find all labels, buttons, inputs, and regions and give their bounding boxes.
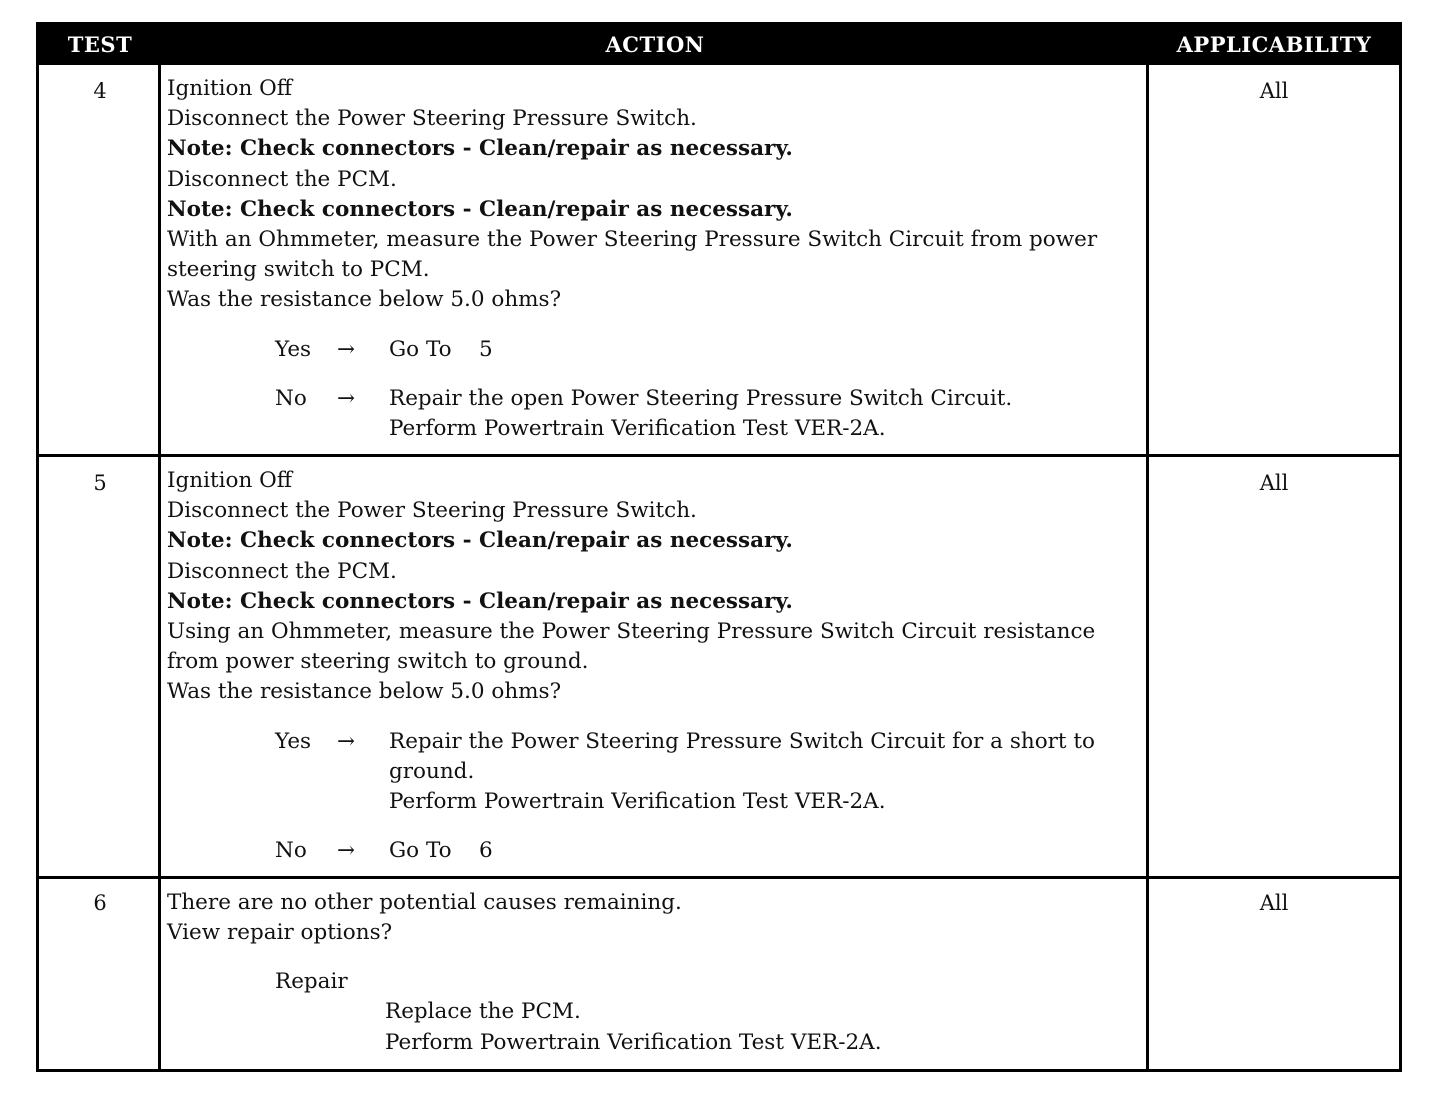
test-number: 5 — [93, 471, 107, 495]
action-note: Note: Check connectors - Clean/repair as necessary. — [167, 196, 793, 222]
no-label: No — [275, 385, 307, 411]
header-applicability: APPLICABILITY — [1176, 32, 1372, 57]
yes-result-line: Repair the Power Steering Pressure Switch Circuit for a short to — [389, 728, 1095, 754]
action-cell — [167, 74, 1147, 444]
header-action: ACTION — [605, 32, 705, 57]
diagnostic-test-table — [36, 22, 1402, 1072]
arrow-icon: → — [337, 838, 356, 864]
table-header — [39, 25, 1399, 65]
action-cell — [167, 466, 1147, 866]
action-line: With an Ohmmeter, measure the Power Steering Pressure Switch Circuit from power — [167, 227, 1098, 253]
action-question: View repair options? — [167, 920, 393, 946]
arrow-icon: → — [337, 336, 356, 362]
action-line: Disconnect the PCM. — [167, 558, 397, 584]
repair-line: Replace the PCM. — [385, 999, 581, 1025]
action-line: Disconnect the Power Steering Pressure Switch. — [167, 106, 697, 132]
action-line: from power steering switch to ground. — [167, 649, 589, 675]
action-cell — [167, 888, 1147, 1058]
table-row-test-5 — [39, 457, 1399, 876]
action-note: Note: Check connectors - Clean/repair as necessary. — [167, 136, 793, 162]
table-row-test-6 — [39, 879, 1399, 1069]
applicability-value: All — [1259, 891, 1289, 915]
action-question: Was the resistance below 5.0 ohms? — [167, 679, 562, 705]
yes-result-line: ground. — [389, 758, 475, 784]
applicability-value: All — [1259, 79, 1289, 103]
action-question: Was the resistance below 5.0 ohms? — [167, 287, 562, 313]
yes-result-line: Perform Powertrain Verification Test VER-2A. — [389, 788, 886, 814]
goto-text: Go To — [389, 838, 452, 864]
action-line: There are no other potential causes remaining. — [167, 890, 682, 915]
header-test: TEST — [67, 32, 133, 57]
yes-option — [167, 727, 1147, 757]
action-note: Note: Check connectors - Clean/repair as necessary. — [167, 528, 793, 554]
test-number: 4 — [93, 79, 107, 103]
action-line: Using an Ohmmeter, measure the Power Steering Pressure Switch Circuit resistance — [167, 619, 1096, 645]
action-line: Disconnect the PCM. — [167, 166, 397, 192]
action-line: Disconnect the Power Steering Pressure Switch. — [167, 498, 697, 524]
action-line: Ignition Off — [167, 468, 293, 493]
arrow-icon: → — [337, 728, 356, 754]
no-label: No — [275, 838, 307, 864]
no-result-line: Perform Powertrain Verification Test VER-2A. — [389, 415, 886, 441]
goto-target: 6 — [479, 838, 493, 864]
action-line: Ignition Off — [167, 76, 293, 101]
no-option — [167, 836, 1147, 866]
table-row-test-4 — [39, 65, 1399, 454]
repair-label: Repair — [275, 969, 348, 995]
action-line: steering switch to PCM. — [167, 257, 430, 283]
repair-option — [167, 967, 1147, 997]
yes-label: Yes — [275, 336, 312, 362]
test-number: 6 — [93, 891, 107, 915]
action-note: Note: Check connectors - Clean/repair as necessary. — [167, 588, 793, 614]
applicability-value: All — [1259, 471, 1289, 495]
no-result-line: Repair the open Power Steering Pressure Switch Circuit. — [389, 385, 1013, 411]
goto-target: 5 — [479, 336, 493, 362]
yes-option — [167, 335, 1147, 365]
goto-text: Go To — [389, 336, 452, 362]
no-option — [167, 384, 1147, 414]
arrow-icon: → — [337, 385, 356, 411]
repair-line: Perform Powertrain Verification Test VER-2A. — [385, 1029, 882, 1055]
yes-label: Yes — [275, 728, 312, 754]
